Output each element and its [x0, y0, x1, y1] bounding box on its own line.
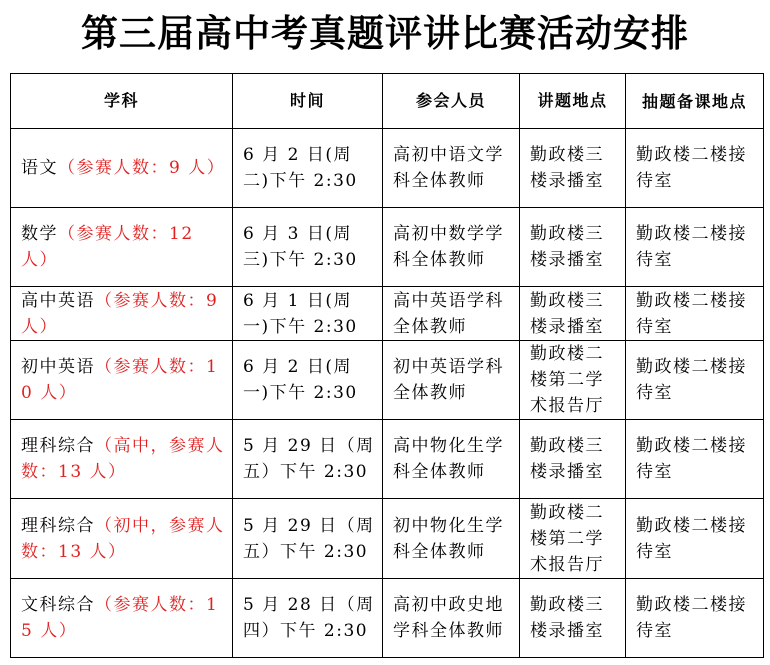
venue-cell: 勤政楼三楼录播室: [520, 287, 626, 341]
venue-cell: 勤政楼三楼录播室: [520, 129, 626, 208]
table-row: [11, 420, 764, 499]
header-time: 时间: [233, 74, 383, 129]
participant-count: （参赛人数：10 人）: [21, 357, 219, 403]
participant-count: （高中，参赛人数：13 人）: [21, 436, 225, 482]
attendees-cell: 高中物化生学科全体教师: [383, 420, 520, 499]
attendees-cell: 高中英语学科全体教师: [383, 287, 520, 341]
subject-cell: [11, 499, 233, 579]
time-cell: 5 月 28 日（周四）下午 2:30: [233, 579, 383, 658]
attendees-cell: 高初中数学学科全体教师: [383, 208, 520, 287]
venue-cell: 勤政楼三楼录播室: [520, 208, 626, 287]
participant-count: （参赛人数：15 人）: [21, 595, 219, 641]
header-subject: 学科: [11, 74, 233, 129]
attendees-cell: 初中物化生学科全体教师: [383, 499, 520, 579]
subject-name: 理科综合: [21, 515, 95, 536]
subject-cell: [11, 287, 233, 341]
venue-cell: 勤政楼三楼录播室: [520, 420, 626, 499]
participant-count: （初中，参赛人数：13 人）: [21, 515, 225, 562]
table-row: [11, 129, 764, 208]
subject-name: 理科综合: [21, 436, 95, 456]
time-cell: 6 月 3 日(周三)下午 2:30: [233, 208, 383, 287]
subject-name: 高中英语: [21, 290, 95, 311]
time-cell: 6 月 1 日(周一)下午 2:30: [233, 287, 383, 341]
time-cell: 6 月 2 日(周二)下午 2:30: [233, 129, 383, 208]
subject-cell: [11, 208, 233, 287]
prep-venue-cell: 勤政楼二楼接待室: [626, 579, 764, 658]
subject-name: 数学: [21, 224, 58, 244]
subject-cell: [11, 420, 233, 499]
attendees-cell: 高初中政史地学科全体教师: [383, 579, 520, 658]
subject-cell: [11, 579, 233, 658]
attendees-cell: 初中英语学科全体教师: [383, 341, 520, 420]
venue-cell: 勤政楼二楼第二学术报告厅: [520, 341, 626, 420]
subject-name: 初中英语: [21, 357, 95, 377]
header-prep-venue: 抽题备课地点: [626, 74, 764, 129]
table-row: [11, 579, 764, 658]
table-row: [11, 208, 764, 287]
time-cell: 5 月 29 日（周五）下午 2:30: [233, 499, 383, 579]
header-venue: 讲题地点: [520, 74, 626, 129]
table-header-row: [11, 74, 764, 129]
time-cell: 6 月 2 日(周一)下午 2:30: [233, 341, 383, 420]
table-row: [11, 341, 764, 420]
venue-cell: 勤政楼三楼录播室: [520, 579, 626, 658]
participant-count: （参赛人数：9 人）: [21, 290, 219, 337]
participant-count: （参赛人数：9 人）: [58, 158, 226, 178]
venue-cell: 勤政楼二楼第二学术报告厅: [520, 499, 626, 579]
prep-venue-cell: 勤政楼二楼接待室: [626, 287, 764, 341]
table-row: [11, 287, 764, 341]
participant-count: （参赛人数：12 人）: [21, 224, 194, 270]
subject-name: 文科综合: [21, 595, 95, 615]
table-row: [11, 499, 764, 579]
subject-cell: [11, 129, 233, 208]
schedule-table: [10, 73, 764, 658]
attendees-cell: 高初中语文学科全体教师: [383, 129, 520, 208]
prep-venue-cell: 勤政楼二楼接待室: [626, 341, 764, 420]
time-cell: 5 月 29 日（周五）下午 2:30: [233, 420, 383, 499]
prep-venue-cell: 勤政楼二楼接待室: [626, 420, 764, 499]
page-title: 第三届高中考真题评讲比赛活动安排: [81, 12, 689, 55]
header-attendees: 参会人员: [383, 74, 520, 129]
prep-venue-cell: 勤政楼二楼接待室: [626, 499, 764, 579]
prep-venue-cell: 勤政楼二楼接待室: [626, 129, 764, 208]
prep-venue-cell: 勤政楼二楼接待室: [626, 208, 764, 287]
subject-cell: [11, 341, 233, 420]
subject-name: 语文: [21, 158, 58, 178]
